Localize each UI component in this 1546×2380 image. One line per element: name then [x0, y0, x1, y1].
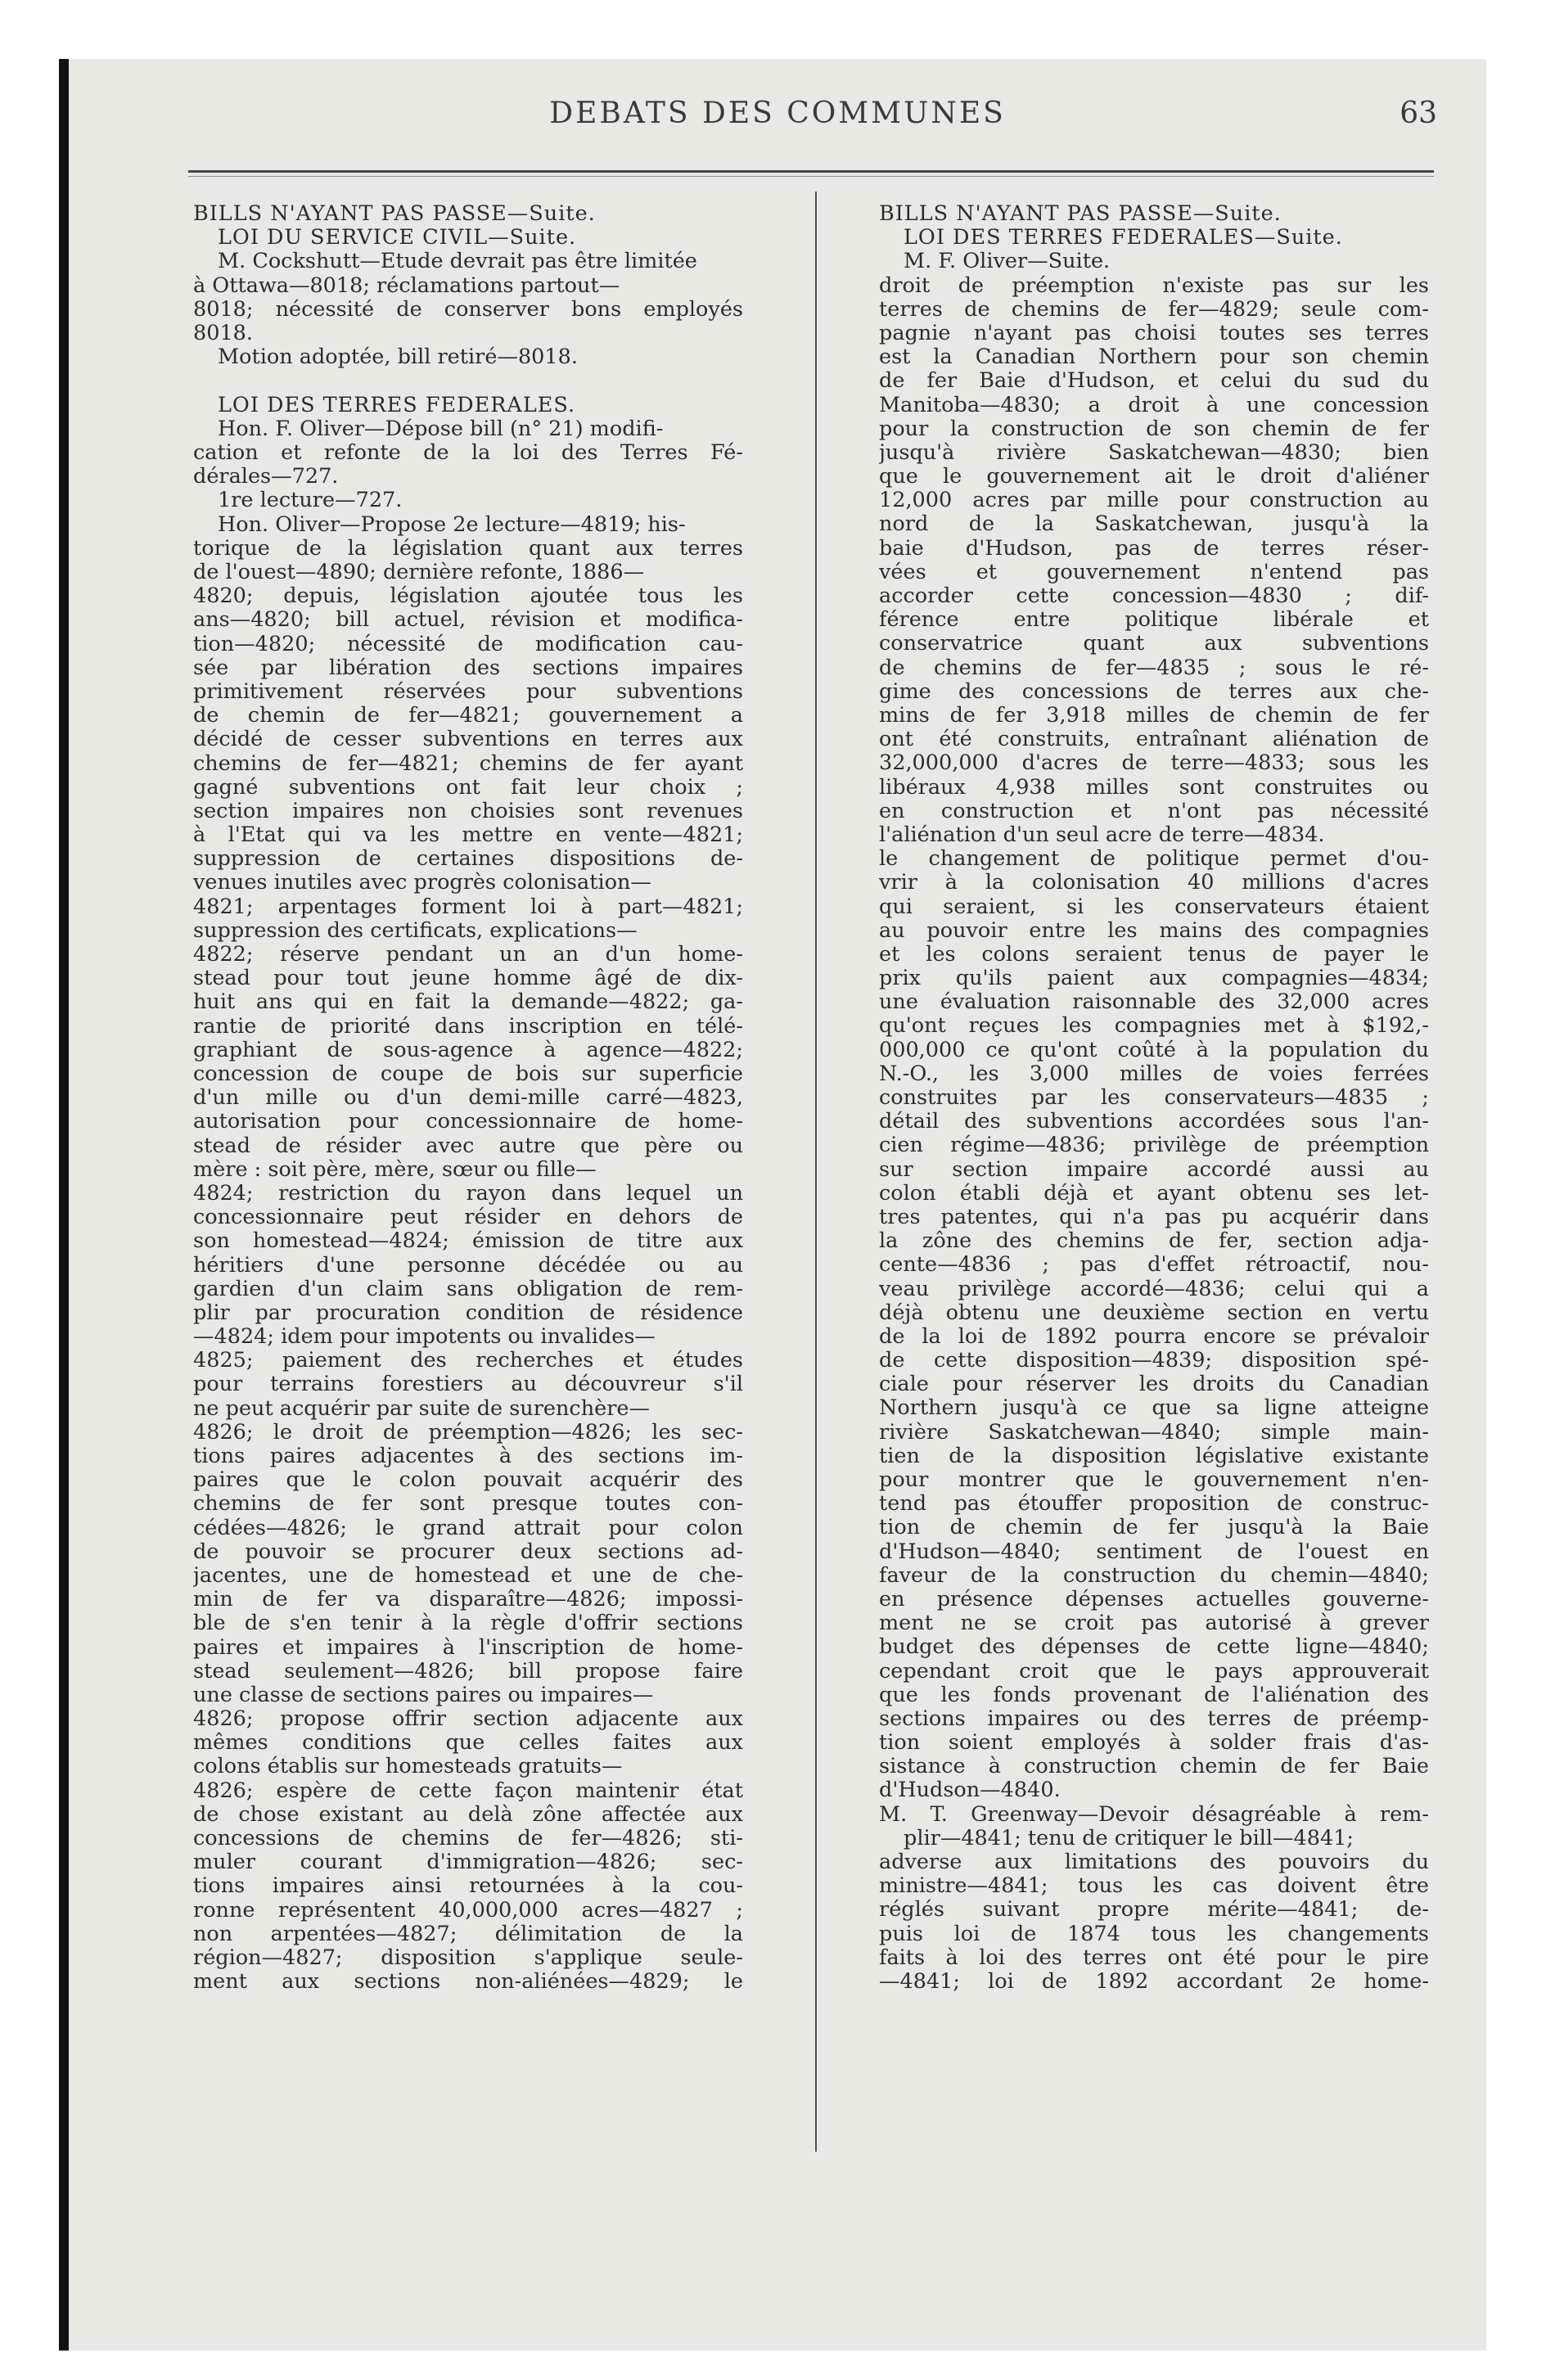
text-line: 4824; restriction du rayon dans lequel un [193, 1181, 743, 1206]
column-divider [815, 192, 817, 2152]
text-line: nord de la Saskatchewan, jusqu'à la [879, 512, 1429, 537]
text-line: BILLS N'AYANT PAS PASSE—Suite. [193, 202, 596, 226]
text-line: à l'Etat qui va les mettre en vente—4821; [193, 823, 743, 848]
text-line: gime des concessions de terres aux che- [879, 679, 1429, 704]
page-number: 63 [1400, 97, 1437, 130]
text-line: tions impaires ainsi retournées à la cou- [193, 1874, 743, 1899]
text-line: de chemins de fer—4835 ; sous le ré- [879, 656, 1429, 680]
text-line: une classe de sections paires ou impaires— [193, 1683, 654, 1707]
text-line: cente—4836 ; pas d'effet rétroactif, nou- [879, 1253, 1429, 1278]
text-line: de cette disposition—4839; disposition spé- [879, 1349, 1429, 1373]
text-line: 4820; depuis, législation ajoutée tous les [193, 584, 743, 609]
text-line: stead pour tout jeune homme âgé de dix- [193, 967, 743, 991]
text-line: 4826; le droit de préemption—4826; les sec- [193, 1420, 743, 1445]
text-line: 4826; espère de cette façon maintenir état [193, 1778, 743, 1803]
text-line: faveur de la construction du chemin—4840; [879, 1563, 1429, 1588]
text-line: rantie de priorité dans inscription en télé- [193, 1014, 743, 1039]
text-line: Hon. Oliver—Propose 2e lecture—4819; his- [218, 512, 686, 537]
text-line: pour la construction de son chemin de fer [879, 417, 1429, 441]
text-line: en construction et n'ont pas nécessité [879, 799, 1429, 823]
text-line: cependant croit que le pays approuverait [879, 1659, 1429, 1684]
text-line: son homestead—4824; émission de titre aux [193, 1229, 743, 1254]
text-line: tien de la disposition législative existante [879, 1444, 1429, 1468]
text-line: colons établis sur homesteads gratuits— [193, 1755, 623, 1779]
scan-border [59, 59, 69, 2351]
text-line: colon établi déjà et ayant obtenu ses let- [879, 1181, 1429, 1206]
text-line: plir par procuration condition de résidence [193, 1300, 743, 1325]
page [69, 59, 1486, 2351]
text-line: Hon. F. Oliver—Dépose bill (n° 21) modifi- [218, 417, 664, 441]
text-line: et les colons seraient tenus de payer le [879, 942, 1429, 967]
text-line: mins de fer 3,918 milles de chemin de fer [879, 703, 1429, 728]
text-line: tion de chemin de fer jusqu'à la Baie [879, 1516, 1429, 1540]
text-line: qu'ont reçues les compagnies met à $192,- [879, 1014, 1429, 1039]
text-line: mêmes conditions que celles faites aux [193, 1731, 743, 1756]
text-line: gardien d'un claim sans obligation de rem- [193, 1277, 743, 1301]
text-line: de chose existant au delà zône affectée aux [193, 1802, 743, 1827]
text-line: prix qu'ils paient aux compagnies—4834; [879, 967, 1429, 991]
text-line: tres patentes, qui n'a pas pu acquérir dans [879, 1205, 1429, 1229]
text-line: LOI DES TERRES FEDERALES—Suite. [904, 226, 1343, 250]
text-line: est la Canadian Northern pour son chemin [879, 345, 1429, 370]
text-line: décidé de cesser subventions en terres aux [193, 728, 743, 752]
text-line: tions paires adjacentes à des sections im- [193, 1445, 743, 1469]
text-line: —4841; loi de 1892 accordant 2e home- [879, 1969, 1429, 1994]
text-line: suppression de certaines dispositions de- [193, 847, 743, 872]
text-line: gagné subventions ont fait leur choix ; [193, 775, 743, 800]
text-line: qui seraient, si les conservateurs étaient [879, 895, 1429, 919]
text-line: section impaires non choisies sont revenues [193, 799, 743, 823]
text-line: paires et impaires à l'inscription de home- [193, 1635, 743, 1660]
text-line: au pouvoir entre les mains des compagnies [879, 918, 1429, 943]
text-line: de la loi de 1892 pourra encore se prévaloir [879, 1324, 1429, 1349]
text-line: 32,000,000 d'acres de terre—4833; sous les [879, 751, 1429, 776]
text-line: mère : soit père, mère, sœur ou fille— [193, 1157, 597, 1182]
text-line: pour terrains forestiers au découvreur s'il [193, 1373, 743, 1397]
text-line: tion—4820; nécessité de modification cau- [193, 632, 743, 656]
text-line: de l'ouest—4890; dernière refonte, 1886— [193, 561, 645, 584]
text-line: adverse aux limitations des pouvoirs du [879, 1850, 1429, 1875]
text-line: Manitoba—4830; a droit à une concession [879, 393, 1429, 417]
text-line: région—4827; disposition s'applique seule- [193, 1946, 743, 1970]
text-line: droit de préemption n'existe pas sur les [879, 273, 1429, 298]
text-line: M. Cockshutt—Etude devrait pas être limitée [218, 250, 697, 274]
text-line: férence entre politique libérale et [879, 608, 1429, 633]
text-line: baie d'Hudson, pas de terres réser- [879, 536, 1429, 561]
text-line: sistance à construction chemin de fer Baie [879, 1755, 1429, 1779]
text-line: l'aliénation d'un seul acre de terre—4834. [879, 823, 1325, 847]
text-line [193, 369, 743, 393]
text-line: jacentes, une de homestead et une de che- [193, 1563, 743, 1588]
text-line: terres de chemins de fer—4829; seule com- [879, 297, 1429, 322]
running-head [69, 97, 1486, 146]
text-line: autorisation pour concessionnaire de home- [193, 1110, 743, 1134]
text-line: une évaluation raisonnable des 32,000 acres [879, 990, 1429, 1015]
text-line: LOI DU SERVICE CIVIL—Suite. [218, 226, 577, 250]
text-line: concession de coupe de bois sur superficie [193, 1062, 743, 1086]
text-line: 8018; nécessité de conserver bons employés [193, 297, 743, 322]
text-line: réglés suivant propre mérite—4841; de- [879, 1898, 1429, 1922]
text-line: primitivement réservées pour subventions [193, 679, 743, 704]
right-column [879, 202, 1429, 2330]
text-line: chemins de fer—4821; chemins de fer ayant [193, 751, 743, 776]
text-line: cien régime—4836; privilège de préemption [879, 1134, 1429, 1158]
text-line: stead seulement—4826; bill propose faire [193, 1659, 743, 1684]
text-line: 4826; propose offrir section adjacente aux [193, 1707, 743, 1732]
text-line: de pouvoir se procurer deux sections ad- [193, 1539, 743, 1564]
text-line: tend pas étouffer proposition de construc- [879, 1492, 1429, 1517]
text-line: en présence dépenses actuelles gouverne- [879, 1587, 1429, 1611]
text-line: ont été construits, entraînant aliénation de [879, 728, 1429, 752]
text-line: à Ottawa—8018; réclamations partout— [193, 273, 620, 298]
text-line: paires que le colon pouvait acquérir des [193, 1468, 743, 1493]
text-line: rivière Saskatchewan—4840; simple main- [879, 1420, 1429, 1445]
text-line: cédées—4826; le grand attrait pour colon [193, 1516, 743, 1540]
text-line: d'un mille ou d'un demi-mille carré—4823, [193, 1086, 743, 1111]
text-line: 1re lecture—727. [218, 489, 403, 513]
text-line: huit ans qui en fait la demande—4822; ga- [193, 990, 743, 1015]
text-line: le changement de politique permet d'ou- [879, 847, 1429, 872]
text-line: M. T. Greenway—Devoir désagréable à rem- [879, 1802, 1429, 1827]
text-line: graphiant de sous-agence à agence—4822; [193, 1038, 743, 1062]
text-line: ment ne se croit pas autorisé à grever [879, 1611, 1429, 1636]
text-line: de chemin de fer—4821; gouvernement a [193, 704, 743, 728]
text-line: plir—4841; tenu de critiquer le bill—4841; [904, 1826, 1354, 1850]
text-line: stead de résider avec autre que père ou [193, 1134, 743, 1158]
text-line: dérales—727. [193, 465, 339, 489]
text-line: sections impaires ou des terres de préemp- [879, 1706, 1429, 1731]
text-line: 4825; paiement des recherches et études [193, 1349, 743, 1373]
page-title: DEBATS DES COMMUNES [549, 97, 1006, 130]
text-line: budget des dépenses de cette ligne—4840; [879, 1635, 1429, 1660]
text-line: sée par libération des sections impaires [193, 656, 743, 680]
text-line: Northern jusqu'à ce que sa ligne atteigne [879, 1396, 1429, 1421]
text-line: cation et refonte de la loi des Terres Fé- [193, 441, 743, 466]
text-line: ment aux sections non-aliénées—4829; le [193, 1970, 743, 1995]
text-line: BILLS N'AYANT PAS PASSE—Suite. [879, 202, 1282, 226]
text-line: construites par les conservateurs—4835 ; [879, 1086, 1429, 1110]
text-line: 12,000 acres par mille pour construction au [879, 489, 1429, 513]
text-line: faits à loi des terres ont été pour le pire [879, 1945, 1429, 1970]
text-line: que le gouvernement ait le droit d'aliéner [879, 465, 1429, 489]
text-line: veau privilège accordé—4836; celui qui a [879, 1277, 1429, 1301]
text-line: —4824; idem pour impotents ou invalides— [193, 1325, 656, 1350]
text-line: puis loi de 1874 tous les changements [879, 1922, 1429, 1946]
text-line: 4822; réserve pendant un an d'un home- [193, 943, 743, 967]
header-rule-thin [188, 176, 1434, 177]
text-line: ronne représentent 40,000,000 acres—4827 ; [193, 1898, 743, 1922]
text-line: jusqu'à rivière Saskatchewan—4830; bien [879, 440, 1429, 465]
text-line: ministre—4841; tous les cas doivent être [879, 1874, 1429, 1899]
text-line: muler courant d'immigration—4826; sec- [193, 1850, 743, 1875]
text-line: 4821; arpentages forment loi à part—4821; [193, 895, 743, 919]
text-line: vées et gouvernement n'entend pas [879, 560, 1429, 584]
text-line: de fer Baie d'Hudson, et celui du sud du [879, 369, 1429, 394]
text-line: non arpentées—4827; délimitation de la [193, 1922, 743, 1946]
text-line: d'Hudson—4840; sentiment de l'ouest en [879, 1539, 1429, 1564]
text-line: conservatrice quant aux subventions [879, 632, 1429, 656]
text-line: suppression des certificats, explications— [193, 918, 638, 943]
text-line: héritiers d'une personne décédée ou au [193, 1253, 743, 1278]
header-rule [188, 170, 1434, 173]
text-line: que les fonds provenant de l'aliénation des [879, 1683, 1429, 1707]
text-line: ne peut acquérir par suite de surenchère— [193, 1396, 651, 1421]
left-column [193, 202, 743, 2330]
text-line: vrir à la colonisation 40 millions d'acres [879, 871, 1429, 895]
text-line: 8018. [193, 322, 254, 345]
text-line: ble de s'en tenir à la règle d'offrir sections [193, 1611, 743, 1636]
text-line: sur section impaire accordé aussi au [879, 1157, 1429, 1182]
text-line: la zône des chemins de fer, section adja- [879, 1229, 1429, 1254]
text-line: tion soient employés à solder frais d'as- [879, 1731, 1429, 1756]
text-line: torique de la législation quant aux terres [193, 536, 743, 561]
text-line: accorder cette concession—4830 ; dif- [879, 584, 1429, 609]
text-line: détail des subventions accordées sous l'an- [879, 1110, 1429, 1134]
text-line: concessionnaire peut résider en dehors de [193, 1206, 743, 1230]
text-line: Motion adoptée, bill retiré—8018. [218, 345, 578, 370]
text-line: LOI DES TERRES FEDERALES. [218, 393, 576, 417]
text-line: déjà obtenu une deuxième section en vertu [879, 1300, 1429, 1325]
text-line: concessions de chemins de fer—4826; sti- [193, 1827, 743, 1851]
text-line: ans—4820; bill actuel, révision et modifica- [193, 608, 743, 633]
text-line: ciale pour réserver les droits du Canadian [879, 1373, 1429, 1397]
text-line: min de fer va disparaître—4826; impossi- [193, 1588, 743, 1612]
text-line: M. F. Oliver—Suite. [904, 250, 1111, 274]
text-line: 000,000 ce qu'ont coûté à la population du [879, 1038, 1429, 1062]
text-line: pagnie n'ayant pas choisi toutes ses terres [879, 321, 1429, 345]
text-line: venues inutiles avec progrès colonisation— [193, 871, 651, 895]
text-line: pour montrer que le gouvernement n'en- [879, 1468, 1429, 1492]
text-line: d'Hudson—4840. [879, 1778, 1061, 1803]
text-line: chemins de fer sont presque toutes con- [193, 1492, 743, 1517]
text-line: libéraux 4,938 milles sont construites ou [879, 775, 1429, 800]
text-line: N.-O., les 3,000 milles de voies ferrées [879, 1062, 1429, 1086]
